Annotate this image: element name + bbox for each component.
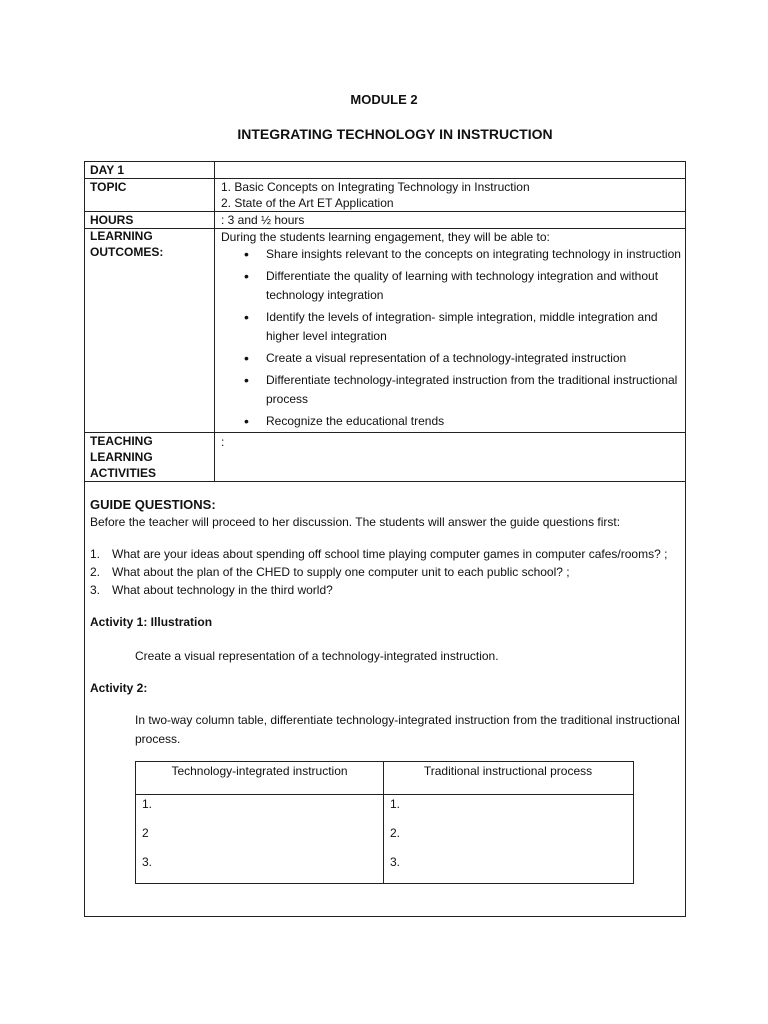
comparison-col2-item: 3. — [390, 855, 401, 869]
outcome-item: • Differentiate technology-integrated instruction from the traditional instructional process — [222, 371, 682, 409]
module-number: MODULE 2 — [350, 92, 418, 107]
column-divider — [214, 161, 215, 482]
topic-label: TOPIC — [90, 180, 127, 194]
guide-question — [90, 563, 570, 581]
day-label: DAY 1 — [90, 163, 125, 177]
outcome-item: • Recognize the educational trends — [222, 412, 682, 431]
guide-heading: GUIDE QUESTIONS: — [90, 497, 216, 512]
tla-label-2: LEARNING — [90, 450, 153, 464]
outcome-item: • Identify the levels of integration- simple integration, middle integration and higher level integration — [222, 308, 682, 346]
comparison-col2-item: 2. — [390, 826, 401, 840]
topic-line-1: 1. Basic Concepts on Integrating Technology in Instruction — [221, 180, 530, 194]
activity1-text: Create a visual representation of a technology-integrated instruction. — [135, 649, 499, 663]
question-text: What about the plan of the CHED to supply one computer unit to each public school? ; — [112, 565, 570, 579]
comparison-col1-item: 1. — [142, 797, 153, 811]
comparison-table — [135, 761, 634, 884]
guide-intro: Before the teacher will proceed to her discussion. The students will answer the guide questions first: — [90, 515, 621, 529]
learning-outcomes-label-2: OUTCOMES: — [90, 245, 164, 259]
question-text: What about technology in the third world? — [112, 583, 333, 597]
hours-value: : 3 and ½ hours — [221, 213, 305, 227]
question-number: 2. — [90, 565, 101, 579]
outcomes-list — [222, 245, 682, 434]
row-divider — [84, 481, 686, 482]
comparison-col1-item: 2 — [142, 826, 149, 840]
question-number: 1. — [90, 547, 101, 561]
activity1-heading: Activity 1: Illustration — [90, 615, 213, 629]
question-text: What are your ideas about spending off school time playing computer games in computer cafes/rooms? ; — [112, 547, 668, 561]
outcome-item: • Create a visual representation of a technology-integrated instruction — [222, 349, 682, 368]
hours-label: HOURS — [90, 213, 134, 227]
learning-outcomes-intro: During the students learning engagement, they will be able to: — [221, 230, 550, 244]
comparison-header-col2: Traditional instructional process — [423, 764, 593, 778]
activity2-text-2: process. — [135, 732, 181, 746]
comparison-col2-item: 1. — [390, 797, 401, 811]
comparison-col1-item: 3. — [142, 855, 153, 869]
guide-question — [90, 545, 668, 563]
page-title: INTEGRATING TECHNOLOGY IN INSTRUCTION — [237, 126, 553, 142]
topic-line-2: 2. State of the Art ET Application — [221, 196, 394, 210]
activity2-heading: Activity 2: — [90, 681, 148, 695]
activity2-text-1: In two-way column table, differentiate technology-integrated instruction from the traditional instructional — [135, 713, 680, 727]
comparison-header-col1: Technology-integrated instruction — [171, 764, 348, 778]
tla-label-3: ACTIVITIES — [90, 466, 157, 480]
guide-question — [90, 581, 333, 599]
comparison-column-divider — [383, 761, 384, 883]
learning-outcomes-label-1: LEARNING — [90, 229, 153, 243]
outcome-item: • Share insights relevant to the concepts on integrating technology in instruction — [222, 245, 682, 264]
comparison-header-divider — [135, 794, 634, 795]
outcome-item: • Differentiate the quality of learning with technology integration and without technology integration — [222, 267, 682, 305]
question-number: 3. — [90, 583, 101, 597]
tla-value: : — [221, 435, 225, 449]
row-divider — [84, 211, 686, 212]
tla-label-1: TEACHING — [90, 434, 153, 448]
